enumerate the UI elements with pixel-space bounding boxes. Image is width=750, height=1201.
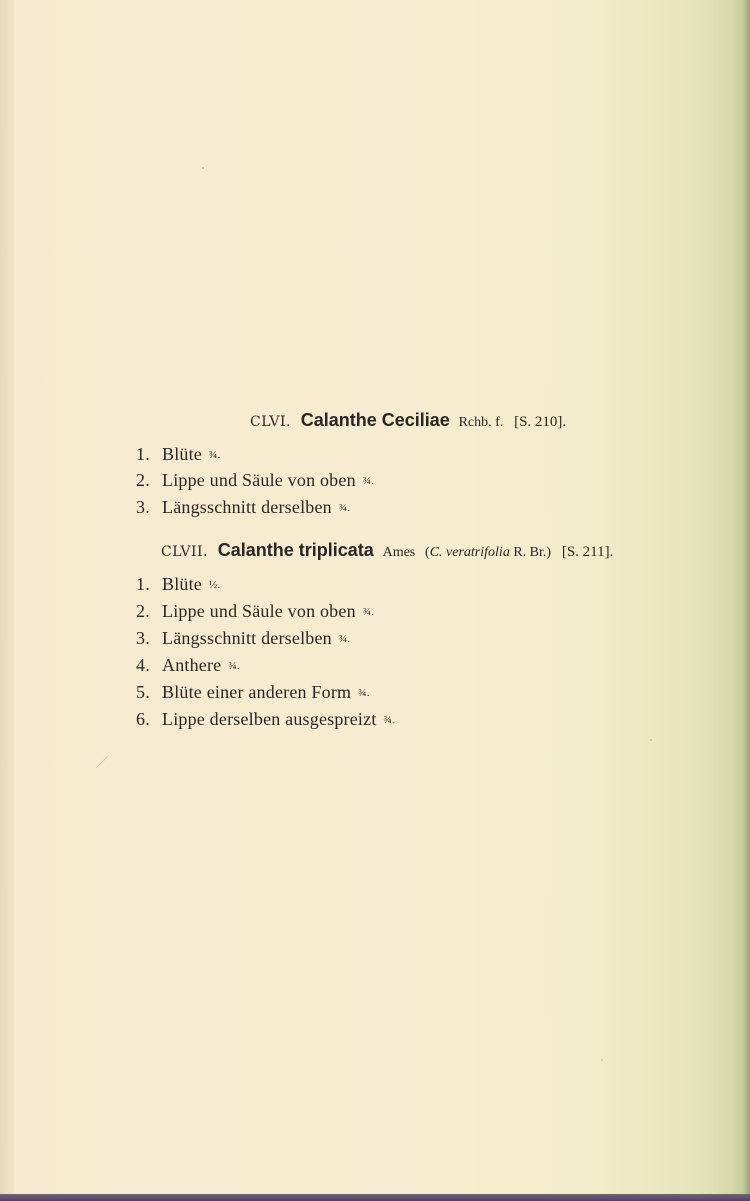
- figure-item: [136, 444, 220, 465]
- figure-caption: Lippe derselben ausgespreizt: [162, 709, 377, 729]
- figure-caption: Längsschnitt derselben: [162, 628, 332, 648]
- synonym-author: R. Br.): [513, 545, 552, 560]
- figure-caption: Blüte einer anderen Form: [162, 682, 352, 702]
- synonym-name: C. veratrifolia: [429, 545, 510, 560]
- figure-scale: ½.: [209, 579, 221, 591]
- paper-speck: [202, 167, 204, 169]
- page-reference: [S. 211].: [561, 544, 614, 560]
- figure-number: 2.: [136, 470, 150, 490]
- paper-speck: [650, 739, 652, 741]
- plate-heading-clvii: [161, 540, 613, 561]
- figure-scale: ¾.: [338, 502, 351, 514]
- page-edge-left: [0, 0, 14, 1201]
- figure-item: [136, 601, 374, 622]
- species-name: Calanthe Ceciliae: [300, 410, 450, 430]
- figure-caption: Lippe und Säule von oben: [162, 470, 356, 490]
- figure-caption: Anthere: [162, 655, 222, 675]
- plate-heading-clvi: [250, 410, 566, 431]
- page-edge-right: [732, 0, 750, 1201]
- page-edge-bottom: [0, 1194, 750, 1201]
- figure-scale: ¾.: [209, 449, 221, 461]
- figure-item: [136, 497, 350, 518]
- species-name: Calanthe triplicata: [217, 540, 374, 560]
- plate-number: CLVI.: [250, 414, 291, 430]
- figure-caption: Lippe und Säule von oben: [162, 601, 356, 621]
- figure-item: [136, 709, 395, 730]
- figure-number: 5.: [136, 682, 150, 702]
- species-author: Ames: [382, 545, 416, 560]
- figure-scale: ¾.: [338, 633, 351, 645]
- paper-speck: [96, 756, 108, 768]
- figure-scale: ¾.: [228, 660, 240, 672]
- figure-item: [136, 470, 374, 491]
- figure-number: 4.: [136, 655, 150, 675]
- figure-item: [136, 628, 350, 649]
- figure-number: 3.: [136, 628, 150, 648]
- figure-item: [136, 574, 220, 595]
- synonym: (C. veratrifolia R. Br.): [425, 545, 552, 560]
- figure-number: 1.: [136, 444, 150, 464]
- figure-caption: Längsschnitt derselben: [162, 497, 332, 517]
- species-author: Rchb. f.: [458, 415, 504, 430]
- figure-item: [136, 655, 240, 676]
- figure-scale: ¾.: [383, 714, 395, 726]
- paper-speck: [601, 1059, 602, 1060]
- figure-scale: ¾.: [362, 606, 375, 618]
- page-reference: [S. 210].: [514, 414, 567, 430]
- figure-item: [136, 682, 370, 703]
- figure-scale: ¾.: [362, 475, 375, 487]
- figure-caption: Blüte: [162, 444, 202, 464]
- figure-caption: Blüte: [162, 574, 202, 594]
- figure-number: 1.: [136, 574, 150, 594]
- figure-scale: ¾.: [358, 687, 370, 699]
- figure-number: 2.: [136, 601, 150, 621]
- figure-number: 6.: [136, 709, 150, 729]
- plate-number: CLVII.: [161, 544, 208, 560]
- figure-number: 3.: [136, 497, 150, 517]
